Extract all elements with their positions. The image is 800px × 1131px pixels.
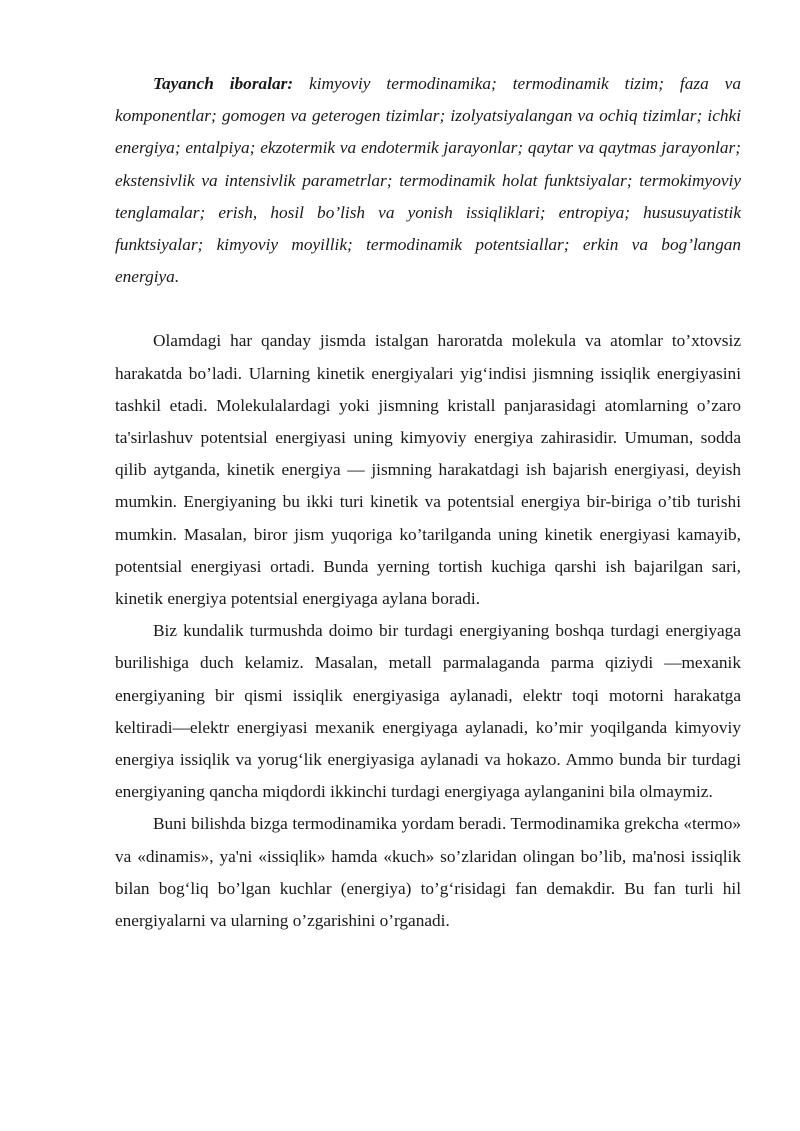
section-spacer [115,293,741,325]
body-paragraph-1: Olamdagi har qanday jismda istalgan haroratda molekula va atomlar to’xtovsiz harakatda bo’ladi. Ularning kinetik energiyalari yig‘indisi jismning issiqlik energiyasini tashkil etadi. Molekulalardagi yoki jismning kristall panjarasidagi atomlarning o’zaro ta'sirlashuv potentsial energiyasi uning kimyoviy energiya zahirasidir. Umuman, sodda qilib aytganda, kinetik energiya — jismning harakatdagi ish bajarish energiyasi, deyish mumkin. Energiyaning bu ikki turi kinetik va potentsial energiya bir-biriga o’tib turishi mumkin. Masalan, biror jism yuqoriga ko’tarilganda uning kinetik energiyasi kamayib, potentsial energiyasi ortadi. Bunda yerning tortish kuchiga qarshi ish bajarilgan sari, kinetik energiya potentsial energiyaga aylana boradi. [115,331,741,609]
body-paragraph-2: Biz kundalik turmushda doimo bir turdagi energiyaning boshqa turdagi energiyaga burilishiga duch kelamiz. Masalan, metall parmalaganda parma qiziydi —mexanik energiyaning bir qismi issiqlik energiyasiga aylanadi, elektr toqi motorni harakatga keltiradi—elektr energiyasi mexanik energiyaga aylanadi, ko’mir yoqilganda kimyoviy energiya issiqlik va yorug‘lik energiyasiga aylanadi va hokazo. Ammo bunda bir turdagi energiyaning qancha miqdordi ikkinchi turdagi energiyaga aylanganini bila olmaymiz. [115,621,741,802]
keywords-paragraph [115,68,741,293]
keywords-text: kimyoviy termodinamika; termodinamik tizim; faza va komponentlar; gomogen va geterogen tizimlar; izolyatsiyalangan va ochiq tizimlar; ichki energiya; entalpiya; ekzotermik va endotermik jarayonlar; qaytar va qaytmas jarayonlar; ekstensivlik va intensivlik parametrlar; termodinamik holat funktsiyalar; termokimyoviy tenglamalar; erish, hosil bo’lish va yonish issiqliklari; entropiya; hususuyatistik funktsiyalar; kimyoviy moyillik; termodinamik potentsiallar; erkin va bog’langan energiya. [115,74,741,287]
body-paragraph-3: Buni bilishda bizga termodinamika yordam beradi. Termodinamika grekcha «termo» va «dinamis», ya'ni «issiqlik» hamda «kuch» so’zlaridan olingan bo’lib, ma'nosi issiqlik bilan bog‘liq bo’lgan kuchlar (energiya) to’g‘risidagi fan demakdir. Bu fan turli hil energiyalarni va ularning o’zgarishini o’rganadi. [115,814,741,931]
document-page [115,68,741,937]
keywords-label: Tayanch iboralar: [153,74,294,93]
